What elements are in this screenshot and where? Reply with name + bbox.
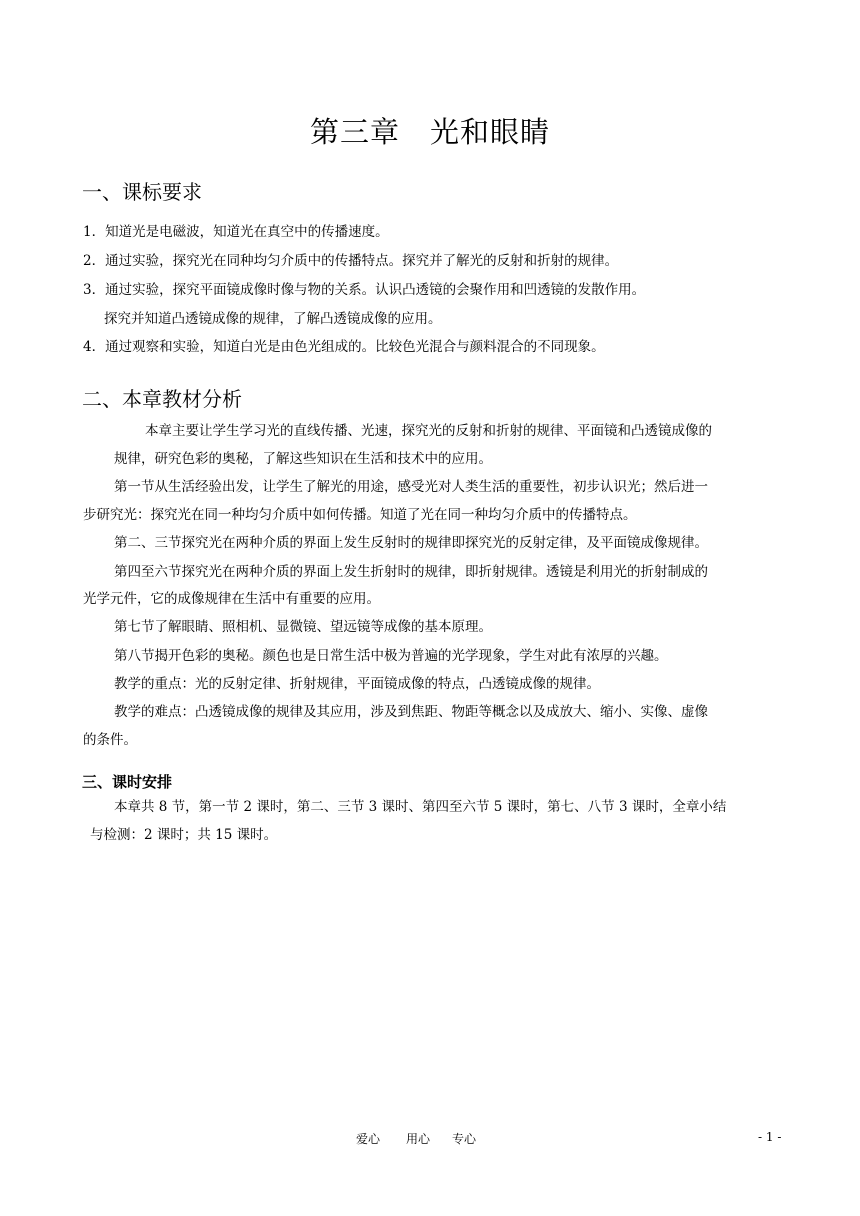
section2-paragraph-line: 教学的难点：凸透镜成像的规律及其应用，涉及到焦距、物距等概念以及成放大、缩小、实像、虚像 bbox=[114, 704, 708, 720]
section2-paragraph-line: 规律，研究色彩的奥秘，了解这些知识在生活和技术中的应用。 bbox=[114, 451, 492, 467]
section1-heading: 一、课标要求 bbox=[82, 180, 202, 204]
footer-word: 专心 bbox=[452, 1132, 477, 1146]
section2-paragraph-line: 步研究光：探究光在同一种均匀介质中如何传播。知道了光在同一种均匀介质中的传播特点。 bbox=[83, 507, 637, 523]
section2-paragraph-line: 的条件。 bbox=[83, 732, 137, 748]
section2-paragraph-line: 第四至六节探究光在两种介质的界面上发生折射时的规律，即折射规律。透镜是利用光的折射制成的 bbox=[114, 564, 708, 580]
page-number: - 1 - bbox=[758, 1130, 782, 1144]
section2-paragraph-line: 本章主要让学生学习光的直线传播、光速，探究光的反射和折射的规律、平面镜和凸透镜成像的 bbox=[145, 423, 712, 439]
section1-item: 探究并知道凸透镜成像的规律，了解凸透镜成像的应用。 bbox=[104, 311, 442, 327]
section2-paragraph-line: 光学元件，它的成像规律在生活中有重要的应用。 bbox=[83, 591, 380, 607]
section3-paragraph-line: 本章共 8 节，第一节 2 课时，第二、三节 3 课时、第四至六节 5 课时，第七、八节 3 课时，全章小结 bbox=[114, 799, 727, 815]
chapter-name: 光和眼睛 bbox=[430, 115, 551, 149]
section2-paragraph-line: 第一节从生活经验出发，让学生了解光的用途，感受光对人类生活的重要性，初步认识光；然后进一 bbox=[114, 479, 708, 495]
chapter-number: 第三章 bbox=[309, 115, 400, 149]
section1-item: 1．知道光是电磁波，知道光在真空中的传播速度。 bbox=[83, 224, 389, 240]
section3-paragraph-line: 与检测：2 课时；共 15 课时。 bbox=[90, 827, 278, 843]
section2-paragraph-line: 第八节揭开色彩的奥秘。颜色也是日常生活中极为普遍的光学现象，学生对此有浓厚的兴趣。 bbox=[114, 648, 668, 664]
section2-paragraph-line: 第二、三节探究光在两种介质的界面上发生反射时的规律即探究光的反射定律，及平面镜成像规律。 bbox=[114, 535, 708, 551]
section2-paragraph-line: 第七节了解眼睛、照相机、显微镜、望远镜等成像的基本原理。 bbox=[114, 619, 492, 635]
section2-paragraph-line: 教学的重点：光的反射定律、折射规律，平面镜成像的特点，凸透镜成像的规律。 bbox=[114, 676, 600, 692]
chapter-title bbox=[0, 110, 860, 151]
section2-heading: 二、本章教材分析 bbox=[82, 387, 242, 411]
section1-item: 2．通过实验，探究光在同种均匀介质中的传播特点。探究并了解光的反射和折射的规律。 bbox=[83, 253, 619, 269]
footer-word: 用心 bbox=[406, 1132, 431, 1146]
section3-heading: 三、课时安排 bbox=[82, 773, 173, 791]
section1-item: 3．通过实验，探究平面镜成像时像与物的关系。认识凸透镜的会聚作用和凹透镜的发散作用。 bbox=[83, 282, 646, 298]
section1-item: 4．通过观察和实验，知道白光是由色光组成的。比较色光混合与颜料混合的不同现象。 bbox=[83, 339, 605, 355]
footer-word: 爱心 bbox=[356, 1132, 381, 1146]
